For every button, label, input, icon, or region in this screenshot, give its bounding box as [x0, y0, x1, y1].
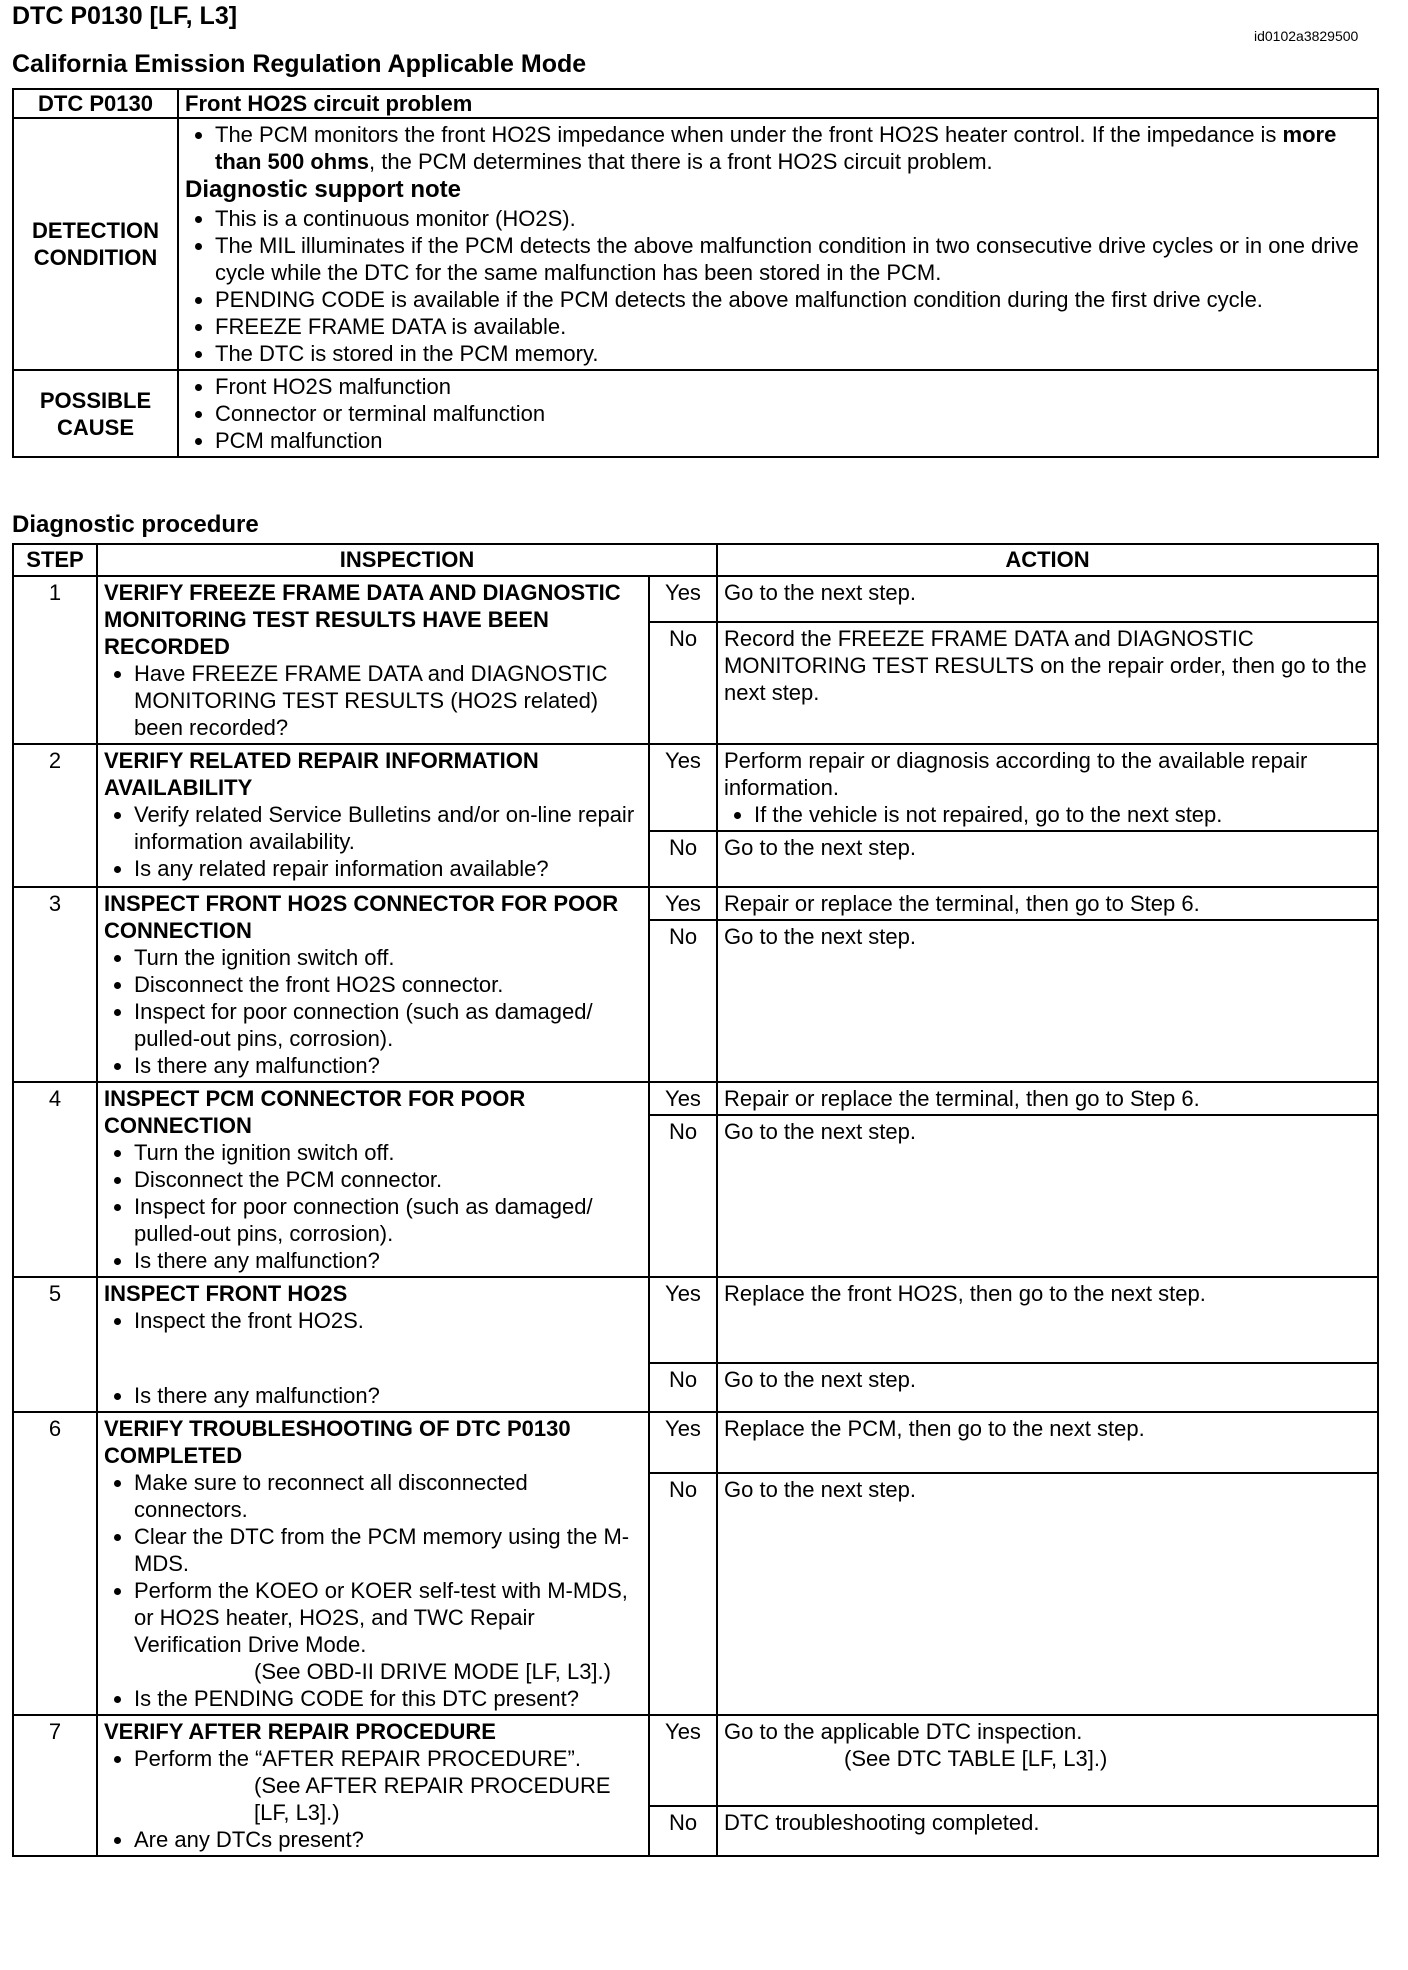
label-line: CONDITION [33, 245, 158, 270]
yes-label: Yes [649, 1412, 717, 1473]
dtc-description: Front HO2S circuit problem [178, 89, 1378, 118]
step-inspection [97, 887, 649, 1082]
cross-reference-link[interactable]: (See DTC TABLE [LF, L3].) [844, 1746, 1108, 1771]
yes-action: Replace the PCM, then go to the next step. [717, 1412, 1378, 1473]
label-line: POSSIBLE [39, 387, 152, 413]
list-item: • PENDING CODE is available if the PCM detects the above malfunction condition during the first drive cycle. [215, 286, 1371, 313]
table-row [13, 89, 1378, 118]
list-item: • The PCM monitors the front HO2S impedance when under the front HO2S heater control. If the impedance is more than 500 ohms, the PCM determines that there is a front HO2S circuit problem. [215, 121, 1371, 175]
dtc-code: DTC P0130 [13, 89, 178, 118]
step-number: 7 [13, 1715, 97, 1856]
no-label: No [649, 831, 717, 887]
list-item: • Is there any malfunction? [134, 1247, 642, 1274]
list-item: • Is there any malfunction? [134, 1052, 642, 1079]
table-row [13, 1715, 1378, 1806]
step-title: VERIFY RELATED REPAIR INFORMATION AVAILABILITY [104, 748, 539, 800]
table-row [13, 576, 1378, 622]
column-header-step: STEP [13, 544, 97, 576]
no-label: No [649, 1806, 717, 1856]
step-number: 3 [13, 887, 97, 1082]
table-row [13, 887, 1378, 920]
diagnostic-procedure-table [12, 543, 1379, 1857]
label-line: DETECTION [31, 218, 160, 243]
support-note-heading: Diagnostic support note [185, 176, 461, 203]
no-action: Go to the next step. [717, 920, 1378, 1082]
table-row [13, 1412, 1378, 1473]
step-number: 2 [13, 744, 97, 887]
cross-reference-link[interactable]: (See OBD-II DRIVE MODE [LF, L3].) [254, 1659, 611, 1684]
cross-reference-link[interactable]: (See AFTER REPAIR PROCEDURE [LF, L3].) [254, 1773, 611, 1825]
yes-label: Yes [649, 1277, 717, 1363]
no-action: Go to the next step. [717, 1473, 1378, 1715]
step-inspection [97, 1277, 649, 1412]
no-action: Go to the next step. [717, 1363, 1378, 1412]
possible-cause-content [178, 370, 1378, 457]
list-item: • Inspect the front HO2S. [134, 1307, 642, 1334]
table-row [13, 118, 1378, 370]
list-item: • The DTC is stored in the PCM memory. [215, 340, 1371, 367]
list-item: • Is the PENDING CODE for this DTC present? [134, 1685, 642, 1712]
yes-label: Yes [649, 1715, 717, 1806]
detection-condition-label [13, 118, 178, 370]
yes-label: Yes [649, 887, 717, 920]
step-number: 5 [13, 1277, 97, 1412]
yes-action: Go to the applicable DTC inspection. (See DTC TABLE [LF, L3].) [717, 1715, 1378, 1806]
procedure-title: Diagnostic procedure [12, 511, 259, 538]
list-item: • Have FREEZE FRAME DATA and DIAGNOSTIC MONITORING TEST RESULTS (HO2S related) been recorded? [134, 660, 642, 741]
no-label: No [649, 1363, 717, 1412]
step-inspection [97, 1715, 649, 1856]
list-item: • Disconnect the front HO2S connector. [134, 971, 642, 998]
yes-action: Repair or replace the terminal, then go to Step 6. [717, 887, 1378, 920]
step-inspection [97, 744, 649, 887]
possible-cause-label [13, 370, 178, 457]
detection-condition-content [178, 118, 1378, 370]
list-item: • Is any related repair information available? [134, 855, 642, 882]
column-header-action: ACTION [717, 544, 1378, 576]
list-item: • Clear the DTC from the PCM memory using the M-MDS. [134, 1523, 642, 1577]
no-action: DTC troubleshooting completed. [717, 1806, 1378, 1856]
step-title: INSPECT FRONT HO2S [104, 1281, 348, 1306]
no-action: Go to the next step. [717, 1115, 1378, 1277]
yes-label: Yes [649, 1082, 717, 1115]
no-action: Go to the next step. [717, 831, 1378, 887]
list-item: • Make sure to reconnect all disconnected connectors. [134, 1469, 642, 1523]
table-row [13, 744, 1378, 831]
step-inspection [97, 576, 649, 744]
table-row [13, 1082, 1378, 1115]
list-item: • Are any DTCs present? [134, 1826, 642, 1853]
yes-action: Replace the front HO2S, then go to the next step. [717, 1277, 1378, 1363]
step-inspection [97, 1412, 649, 1715]
table-row [13, 370, 1378, 457]
document-id: id0102a3829500 [1254, 28, 1359, 44]
no-label: No [649, 1115, 717, 1277]
table-row [13, 1277, 1378, 1363]
list-item: • Inspect for poor connection (such as damaged/ pulled-out pins, corrosion). [134, 998, 642, 1052]
label-line: CAUSE [56, 414, 134, 440]
no-label: No [649, 920, 717, 1082]
list-item: • Turn the ignition switch off. [134, 1139, 642, 1166]
yes-action: Perform repair or diagnosis according to the available repair information. • If the vehicle is not repaired, go to the next step. [717, 744, 1378, 831]
list-item: • Disconnect the PCM connector. [134, 1166, 642, 1193]
step-number: 4 [13, 1082, 97, 1277]
yes-label: Yes [649, 576, 717, 622]
step-number: 1 [13, 576, 97, 744]
yes-action: Repair or replace the terminal, then go to Step 6. [717, 1082, 1378, 1115]
list-item: • FREEZE FRAME DATA is available. [215, 313, 1371, 340]
page-title: DTC P0130 [LF, L3] [12, 2, 238, 30]
mode-title: California Emission Regulation Applicable Mode [12, 50, 587, 78]
yes-action: Go to the next step. [717, 576, 1378, 622]
column-header-inspection: INSPECTION [97, 544, 717, 576]
yes-label: Yes [649, 744, 717, 831]
step-title: INSPECT FRONT HO2S CONNECTOR FOR POOR CONNECTION [104, 891, 619, 943]
list-item: • Verify related Service Bulletins and/or on-line repair information availability. [134, 801, 642, 855]
list-item: • PCM malfunction [215, 427, 1371, 454]
no-label: No [649, 622, 717, 744]
list-item: • Inspect for poor connection (such as damaged/ pulled-out pins, corrosion). [134, 1193, 642, 1247]
list-item: • Is there any malfunction? [134, 1382, 642, 1409]
step-number: 6 [13, 1412, 97, 1715]
list-item: • If the vehicle is not repaired, go to the next step. [754, 801, 1371, 828]
no-label: No [649, 1473, 717, 1715]
list-item: • Connector or terminal malfunction [215, 400, 1371, 427]
list-item: • Front HO2S malfunction [215, 373, 1371, 400]
step-title: VERIFY TROUBLESHOOTING OF DTC P0130 COMPLETED [104, 1416, 571, 1468]
list-item: • Perform the “AFTER REPAIR PROCEDURE”. (See AFTER REPAIR PROCEDURE [LF, L3].) [134, 1745, 642, 1826]
list-item: • This is a continuous monitor (HO2S). [215, 205, 1371, 232]
step-title: VERIFY FREEZE FRAME DATA AND DIAGNOSTIC MONITORING TEST RESULTS HAVE BEEN RECORDED [104, 580, 621, 659]
step-title: INSPECT PCM CONNECTOR FOR POOR CONNECTION [104, 1086, 526, 1138]
list-item: • Turn the ignition switch off. [134, 944, 642, 971]
step-inspection [97, 1082, 649, 1277]
list-item: • The MIL illuminates if the PCM detects the above malfunction condition in two consecutive drive cycles or in one drive cycle while the DTC for the same malfunction has been stored in the PCM. [215, 232, 1371, 286]
table-header-row [13, 544, 1378, 576]
list-item: • Perform the KOEO or KOER self-test with M-MDS, or HO2S heater, HO2S, and TWC Repair Verification Drive Mode. (See OBD-II DRIVE MODE [LF, L3].) [134, 1577, 642, 1685]
step-title: VERIFY AFTER REPAIR PROCEDURE [104, 1719, 496, 1744]
no-action: Record the FREEZE FRAME DATA and DIAGNOSTIC MONITORING TEST RESULTS on the repair order, then go to the next step. [717, 622, 1378, 744]
dtc-summary-table [12, 88, 1379, 458]
